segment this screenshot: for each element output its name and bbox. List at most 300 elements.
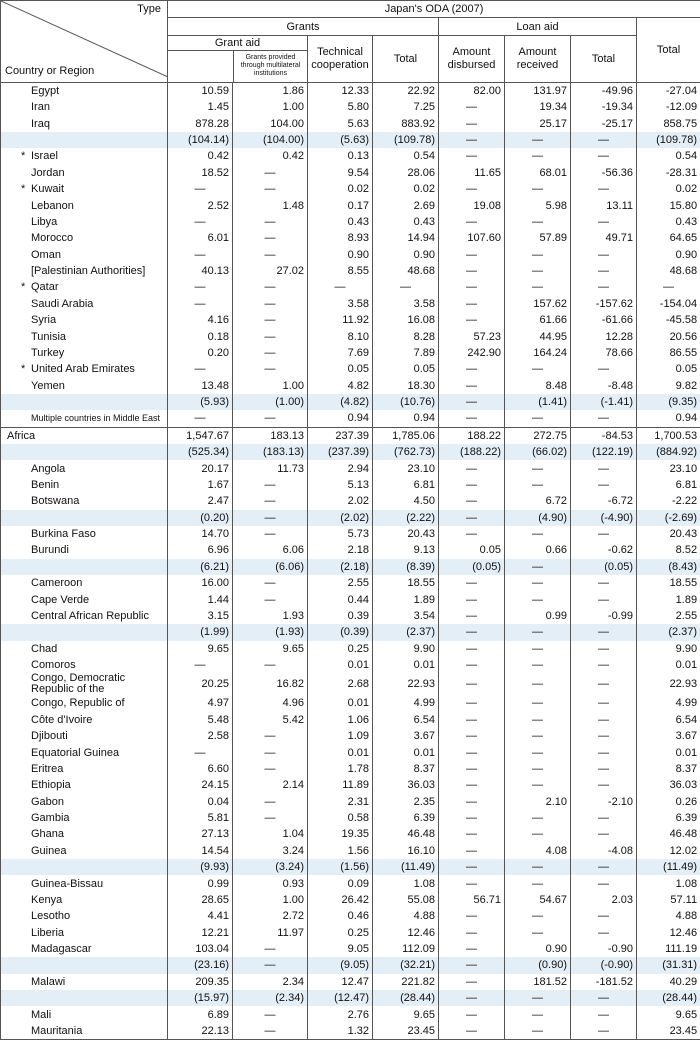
grand-total-cell: 1.08 (637, 875, 700, 891)
amount-received-cell: — (505, 712, 571, 728)
table-row (1, 657, 700, 673)
grants-total-cell: 0.90 (373, 247, 439, 263)
grants-total-cell: 0.01 (373, 657, 439, 673)
loan-total-cell: — (571, 410, 637, 427)
table-row (1, 361, 700, 377)
table-row (1, 116, 700, 132)
amount-disbursed-cell: — (439, 526, 505, 542)
grants-multilateral-cell: — (233, 328, 308, 344)
country-name-cell (1, 165, 168, 181)
amount-received-cell: 181.52 (505, 974, 571, 990)
country-name: Liberia (31, 926, 65, 939)
technical-cooperation-cell: 5.73 (308, 526, 373, 542)
table-row (1, 826, 700, 842)
table-row (1, 230, 700, 246)
amount-received-cell: 2.10 (505, 794, 571, 810)
amount-disbursed-cell: 57.23 (439, 328, 505, 344)
grant-aid-cell: (6.21) (168, 559, 233, 575)
loan-total-cell: (-1.41) (571, 394, 637, 410)
grant-aid-cell: 20.17 (168, 460, 233, 476)
grants-total-cell: 4.99 (373, 695, 439, 711)
grants-total-cell: 8.28 (373, 328, 439, 344)
grants-total-cell: 3.67 (373, 728, 439, 744)
grants-total-cell: 2.69 (373, 197, 439, 213)
loan-total-cell: (-0.90) (571, 957, 637, 973)
country-name: [Palestinian Authorities] (31, 265, 146, 278)
table-row (1, 892, 700, 908)
grants-multilateral-cell: — (233, 247, 308, 263)
table-row (1, 843, 700, 859)
technical-cooperation-cell: 0.44 (308, 591, 373, 607)
grants-multilateral-cell: — (233, 526, 308, 542)
amount-disbursed-cell: — (439, 657, 505, 673)
technical-cooperation-cell: 237.39 (308, 427, 373, 444)
amount-received-cell: (66.02) (505, 444, 571, 460)
grand-total-cell: 0.54 (637, 148, 700, 164)
amount-received-cell: — (505, 673, 571, 695)
amount-received-cell: — (505, 361, 571, 377)
table-row (1, 165, 700, 181)
amount-disbursed-cell: (0.05) (439, 559, 505, 575)
country-name-cell (1, 247, 168, 263)
technical-cooperation-cell: 5.63 (308, 116, 373, 132)
amount-disbursed-cell: — (439, 794, 505, 810)
technical-cooperation-cell: 1.78 (308, 761, 373, 777)
loan-total-cell: — (571, 148, 637, 164)
grand-total-cell: 9.65 (637, 1006, 700, 1022)
grants-total-cell: 2.35 (373, 794, 439, 810)
grant-aid-cell: 9.65 (168, 641, 233, 657)
technical-cooperation-cell: 0.13 (308, 148, 373, 164)
technical-cooperation-cell: 11.92 (308, 312, 373, 328)
header-corner (1, 1, 168, 83)
grants-multilateral-cell: 1.00 (233, 892, 308, 908)
table-row (1, 181, 700, 197)
grant-aid-cell: 0.20 (168, 345, 233, 361)
grand-total-header: Total (637, 18, 700, 82)
grant-aid-cell: 28.65 (168, 892, 233, 908)
grant-aid-cell: 4.41 (168, 908, 233, 924)
grand-total-cell: 0.94 (637, 410, 700, 427)
country-name-cell (1, 526, 168, 542)
grand-total-cell: 15.80 (637, 197, 700, 213)
amount-disbursed-cell: (188.22) (439, 444, 505, 460)
loan-total-cell: — (571, 477, 637, 493)
figures-in-parentheses-row (1, 132, 700, 148)
grant-aid-cell: — (168, 296, 233, 312)
figures-in-parentheses-row (1, 957, 700, 973)
asterisk-marker: * (21, 150, 26, 163)
table-row (1, 99, 700, 115)
loan-total-cell: — (571, 624, 637, 640)
table-row (1, 345, 700, 361)
grants-multilateral-cell: — (233, 296, 308, 312)
amount-disbursed-cell: 19.08 (439, 197, 505, 213)
table-row (1, 641, 700, 657)
grant-aid-cell: (23.16) (168, 957, 233, 973)
grants-total-cell: 883.92 (373, 116, 439, 132)
grant-aid-cell: 3.15 (168, 608, 233, 624)
country-name-cell (1, 843, 168, 859)
grants-total-cell: (10.76) (373, 394, 439, 410)
grant-aid-cell: 40.13 (168, 263, 233, 279)
grants-total-cell: 6.81 (373, 477, 439, 493)
grants-multilateral-cell: — (233, 230, 308, 246)
technical-cooperation-cell: 8.93 (308, 230, 373, 246)
grants-multilateral-cell: — (233, 794, 308, 810)
amount-received-cell: — (505, 1006, 571, 1022)
grants-total-cell: 3.58 (373, 296, 439, 312)
amount-received-cell: (1.41) (505, 394, 571, 410)
amount-disbursed-cell: — (439, 777, 505, 793)
grants-total-cell: 1.89 (373, 591, 439, 607)
grants-total-cell: 221.82 (373, 974, 439, 990)
country-name: Lesotho (31, 910, 71, 923)
grand-total-cell: 0.26 (637, 794, 700, 810)
loan-total-cell: — (571, 761, 637, 777)
loan-total-cell: — (571, 925, 637, 941)
grant-aid-cell: 6.89 (168, 1006, 233, 1022)
country-name-cell (1, 957, 168, 973)
country-name-cell (1, 214, 168, 230)
grant-aid-cell: 12.21 (168, 925, 233, 941)
table-row (1, 410, 700, 427)
country-name: Morocco (31, 232, 74, 245)
country-name: Djibouti (31, 730, 68, 743)
grand-total-cell: 111.19 (637, 941, 700, 957)
amount-disbursed-cell: — (439, 378, 505, 394)
technical-cooperation-cell: 19.35 (308, 826, 373, 842)
grand-total-cell: 4.99 (637, 695, 700, 711)
grand-total-cell: (8.43) (637, 559, 700, 575)
grants-total-cell: 8.37 (373, 761, 439, 777)
grant-aid-cell: (15.97) (168, 990, 233, 1006)
amount-disbursed-cell: — (439, 181, 505, 197)
amount-disbursed-cell: — (439, 761, 505, 777)
grants-total-header: Total (373, 35, 439, 82)
grand-total-cell: -12.09 (637, 99, 700, 115)
grants-total-cell: (11.49) (373, 859, 439, 875)
figures-in-parentheses-row (1, 394, 700, 410)
amount-received-cell: — (505, 591, 571, 607)
technical-cooperation-cell: 0.17 (308, 197, 373, 213)
technical-cooperation-cell: 0.90 (308, 247, 373, 263)
grants-total-cell: 4.88 (373, 908, 439, 924)
amount-disbursed-cell: — (439, 394, 505, 410)
table-row (1, 378, 700, 394)
country-name-cell (1, 82, 168, 99)
amount-disbursed-cell: — (439, 410, 505, 427)
table-row (1, 477, 700, 493)
grants-total-cell: 4.50 (373, 493, 439, 509)
loan-total-cell: — (571, 132, 637, 148)
country-name-cell (1, 695, 168, 711)
loan-total-cell: 49.71 (571, 230, 637, 246)
grants-multilateral-cell: 0.42 (233, 148, 308, 164)
amount-disbursed-cell: — (439, 608, 505, 624)
grants-total-cell: 12.46 (373, 925, 439, 941)
grand-total-cell: 2.55 (637, 608, 700, 624)
grants-multilateral-cell: (104.00) (233, 132, 308, 148)
technical-cooperation-cell: 0.01 (308, 744, 373, 760)
grants-multilateral-cell: — (233, 728, 308, 744)
grand-total-cell: 22.93 (637, 673, 700, 695)
amount-received-cell: — (505, 908, 571, 924)
country-name: Eritrea (31, 762, 64, 775)
grants-total-cell: 9.65 (373, 1006, 439, 1022)
table-row (1, 247, 700, 263)
amount-received-cell: — (505, 641, 571, 657)
loan-total-cell: — (571, 990, 637, 1006)
country-name-cell (1, 328, 168, 344)
grants-multilateral-cell: — (233, 941, 308, 957)
amount-disbursed-header: Amount disbursed (439, 35, 505, 82)
technical-cooperation-cell: 12.33 (308, 82, 373, 99)
grants-multilateral-cell: 6.06 (233, 542, 308, 558)
loan-total-cell: — (571, 460, 637, 476)
amount-received-cell: 25.17 (505, 116, 571, 132)
grants-total-cell: 1.08 (373, 875, 439, 891)
amount-received-cell: — (505, 777, 571, 793)
grant-aid-cell: 6.96 (168, 542, 233, 558)
grand-total-cell: (28.44) (637, 990, 700, 1006)
grand-total-cell: -27.04 (637, 82, 700, 99)
country-name: Central African Republic (31, 609, 150, 622)
amount-received-cell: 68.01 (505, 165, 571, 181)
grants-multilateral-cell: — (233, 657, 308, 673)
grants-multilateral-cell: 16.82 (233, 673, 308, 695)
grants-total-cell: (2.22) (373, 510, 439, 526)
loan-total-cell: -181.52 (571, 974, 637, 990)
grant-aid-cell: 1.45 (168, 99, 233, 115)
amount-received-cell: — (505, 925, 571, 941)
grand-total-cell: 40.29 (637, 974, 700, 990)
table-row (1, 328, 700, 344)
loan-total-cell: — (571, 859, 637, 875)
table-row (1, 591, 700, 607)
grant-aid-header: Grant aid (168, 36, 307, 51)
country-name: Lebanon (31, 199, 74, 212)
loan-total-cell: -84.53 (571, 427, 637, 444)
amount-disbursed-cell: — (439, 728, 505, 744)
grant-aid-cell: 2.47 (168, 493, 233, 509)
loan-total-cell: -6.72 (571, 493, 637, 509)
loan-total-cell: -0.99 (571, 608, 637, 624)
loan-total-cell: — (571, 181, 637, 197)
grant-aid-cell: 2.58 (168, 728, 233, 744)
technical-cooperation-cell: (5.63) (308, 132, 373, 148)
country-name: Mauritania (31, 1024, 83, 1037)
grant-aid-cell: 0.99 (168, 875, 233, 891)
grants-multilateral-cell: — (233, 410, 308, 427)
grant-aid-cell: (525.34) (168, 444, 233, 460)
grants-total-cell: 6.54 (373, 712, 439, 728)
table-row (1, 925, 700, 941)
amount-received-cell: 5.98 (505, 197, 571, 213)
technical-cooperation-cell: (237.39) (308, 444, 373, 460)
amount-received-cell: (0.90) (505, 957, 571, 973)
country-name: Burkina Faso (31, 528, 96, 541)
grand-total-cell: 86.55 (637, 345, 700, 361)
grand-total-cell: 8.37 (637, 761, 700, 777)
grand-total-cell: (884.92) (637, 444, 700, 460)
grand-total-cell: 6.39 (637, 810, 700, 826)
loan-total-cell: (-4.90) (571, 510, 637, 526)
grant-aid-cell: 1.44 (168, 591, 233, 607)
loan-total-cell: — (571, 744, 637, 760)
loan-total-cell: 2.03 (571, 892, 637, 908)
country-name: Congo, Democratic Republic of the (31, 673, 126, 696)
table-row (1, 695, 700, 711)
figures-in-parentheses-row (1, 510, 700, 526)
grand-total-cell: 9.90 (637, 641, 700, 657)
amount-received-cell: — (505, 559, 571, 575)
grand-total-cell: (-2.69) (637, 510, 700, 526)
technical-cooperation-cell: 1.09 (308, 728, 373, 744)
technical-cooperation-cell: 0.46 (308, 908, 373, 924)
table-row (1, 526, 700, 542)
country-name-cell (1, 394, 168, 410)
table-row (1, 1006, 700, 1022)
grants-total-cell: (32.21) (373, 957, 439, 973)
amount-disbursed-cell: — (439, 247, 505, 263)
loan-total-cell: — (571, 728, 637, 744)
country-name-cell (1, 794, 168, 810)
country-name-cell (1, 641, 168, 657)
country-name-cell (1, 908, 168, 924)
table-row (1, 542, 700, 558)
country-name: Guinea-Bissau (31, 877, 104, 890)
amount-received-cell: 131.97 (505, 82, 571, 99)
table-row (1, 794, 700, 810)
grant-aid-cell: 14.54 (168, 843, 233, 859)
amount-disbursed-cell: — (439, 591, 505, 607)
figures-in-parentheses-row (1, 444, 700, 460)
country-name-cell (1, 777, 168, 793)
loan-total-cell: — (571, 908, 637, 924)
grant-aid-cell: 6.60 (168, 761, 233, 777)
amount-received-cell: 54.67 (505, 892, 571, 908)
grants-multilateral-cell: 2.14 (233, 777, 308, 793)
amount-disbursed-cell: — (439, 810, 505, 826)
country-name-cell (1, 591, 168, 607)
country-name-cell (1, 925, 168, 941)
grand-total-cell: 6.54 (637, 712, 700, 728)
table-row (1, 908, 700, 924)
amount-disbursed-cell: — (439, 925, 505, 941)
grant-aid-cell: 14.70 (168, 526, 233, 542)
country-name: Turkey (31, 346, 65, 359)
grants-multilateral-cell: — (233, 957, 308, 973)
country-name-cell (1, 148, 168, 164)
grant-aid-cell: 27.13 (168, 826, 233, 842)
grants-multilateral-cell: 27.02 (233, 263, 308, 279)
amount-received-cell: — (505, 1023, 571, 1040)
grand-total-cell: 12.02 (637, 843, 700, 859)
grants-multilateral-cell: 2.72 (233, 908, 308, 924)
country-name-cell (1, 826, 168, 842)
grants-multilateral-cell: 3.24 (233, 843, 308, 859)
amount-received-cell: — (505, 247, 571, 263)
table-row (1, 197, 700, 213)
grants-multilateral-cell: (2.34) (233, 990, 308, 1006)
grand-total-cell: 23.45 (637, 1023, 700, 1040)
table-row (1, 941, 700, 957)
country-name: Botswana (31, 495, 80, 508)
grant-aid-cell: 1.67 (168, 477, 233, 493)
grants-multilateral-cell: 104.00 (233, 116, 308, 132)
grants-multilateral-cell: — (233, 810, 308, 826)
country-name: Ghana (31, 828, 65, 841)
grants-total-cell: 22.93 (373, 673, 439, 695)
amount-received-cell: — (505, 744, 571, 760)
technical-cooperation-cell: (2.18) (308, 559, 373, 575)
country-name: Malawi (31, 975, 66, 988)
grants-total-cell: 0.05 (373, 361, 439, 377)
technical-cooperation-cell: 5.13 (308, 477, 373, 493)
amount-received-cell: 272.75 (505, 427, 571, 444)
loan-total-cell: — (571, 1023, 637, 1040)
country-name: Oman (31, 248, 61, 261)
country-name-cell (1, 657, 168, 673)
grants-multilateral-cell: — (233, 165, 308, 181)
country-name-cell (1, 361, 168, 377)
amount-disbursed-cell: 11.65 (439, 165, 505, 181)
country-name-cell (1, 1023, 168, 1040)
country-name-cell (1, 559, 168, 575)
amount-disbursed-cell: — (439, 673, 505, 695)
grant-aid-cell: 4.97 (168, 695, 233, 711)
amount-disbursed-cell: — (439, 510, 505, 526)
technical-cooperation-cell: 2.18 (308, 542, 373, 558)
technical-cooperation-cell: 0.58 (308, 810, 373, 826)
grant-aid-cell: — (168, 214, 233, 230)
amount-disbursed-cell: 56.71 (439, 892, 505, 908)
loan-total-cell: (122.19) (571, 444, 637, 460)
grand-total-cell: 0.90 (637, 247, 700, 263)
amount-received-cell: — (505, 810, 571, 826)
amount-disbursed-cell: — (439, 1006, 505, 1022)
amount-disbursed-cell: — (439, 859, 505, 875)
grants-total-cell: 18.55 (373, 575, 439, 591)
grand-total-cell: 48.68 (637, 263, 700, 279)
grand-total-cell: 1,700.53 (637, 427, 700, 444)
grants-multilateral-cell: — (233, 361, 308, 377)
amount-received-cell: — (505, 148, 571, 164)
grand-total-cell: 0.02 (637, 181, 700, 197)
amount-received-cell: 44.95 (505, 328, 571, 344)
loan-total-cell: — (571, 641, 637, 657)
grant-aid-cell: 10.59 (168, 82, 233, 99)
country-name-cell (1, 810, 168, 826)
grant-aid-cell: 0.18 (168, 328, 233, 344)
technical-cooperation-cell: (12.47) (308, 990, 373, 1006)
amount-received-cell: — (505, 657, 571, 673)
loan-total-cell: -2.10 (571, 794, 637, 810)
country-name-cell (1, 974, 168, 990)
region-row (1, 427, 700, 444)
technical-cooperation-cell: 0.09 (308, 875, 373, 891)
figures-in-parentheses-row (1, 990, 700, 1006)
country-name-cell (1, 624, 168, 640)
country-name: Israel (31, 150, 58, 163)
grand-total-cell: 23.10 (637, 460, 700, 476)
grant-aid-cell: 0.04 (168, 794, 233, 810)
technical-cooperation-cell: 2.76 (308, 1006, 373, 1022)
country-name: Multiple countries in Middle East (31, 413, 161, 424)
loan-aid-header: Loan aid (439, 18, 637, 35)
technical-cooperation-cell: (1.56) (308, 859, 373, 875)
